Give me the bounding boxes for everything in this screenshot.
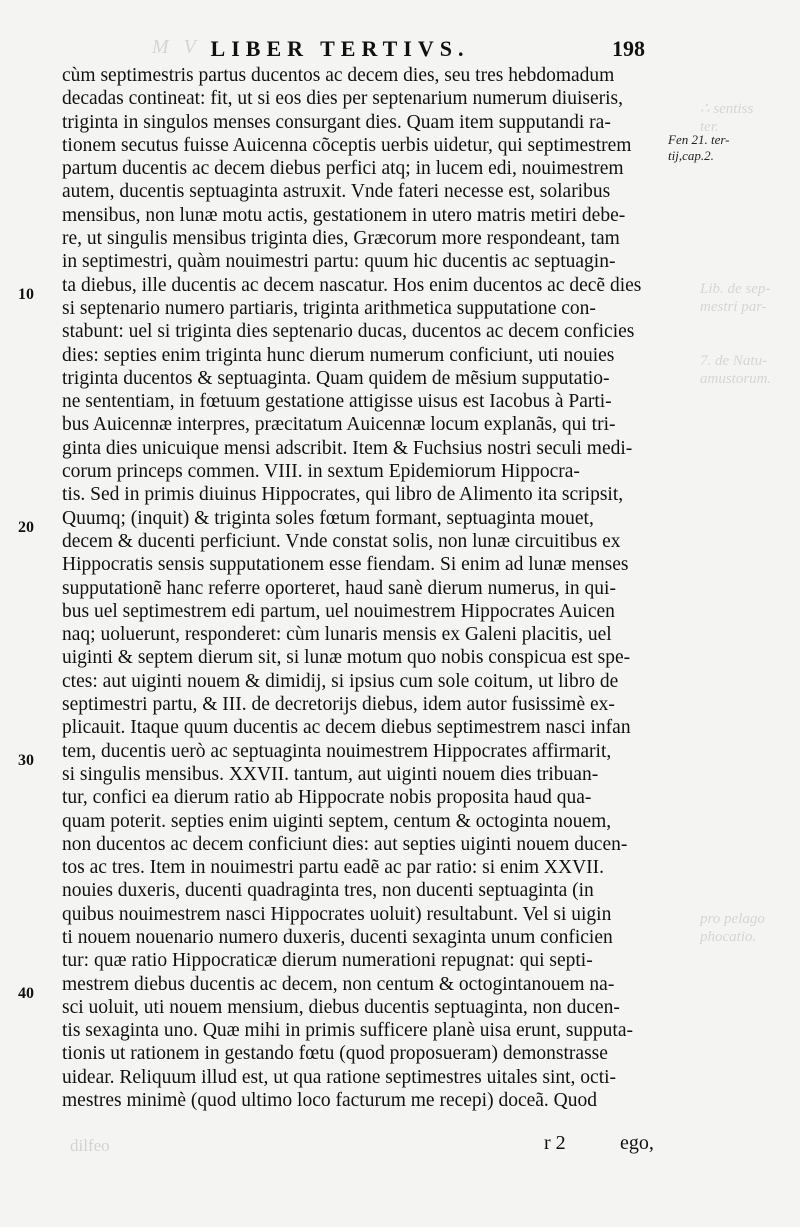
text-line: bus uel septimestrem edi partum, uel nouimestrem Hippocrates Auicen bbox=[62, 600, 615, 622]
text-line: plicauit. Itaque quum ducentis ac decem diebus septimestrem nasci infan bbox=[62, 717, 631, 739]
text-line: non ducentos ac decem conficiunt dies: aut septies uiginti nouem ducen- bbox=[62, 833, 628, 855]
text-line: in septimestri, quàm nouimestri partu: quum hic ducentis ac septuagin- bbox=[62, 251, 616, 273]
marginal-note bbox=[668, 132, 729, 164]
text-line: decadas contineat: fit, ut si eos dies per septenarium numerum diuiseris, bbox=[62, 88, 624, 110]
marginal-note-line: tij,cap.2. bbox=[668, 148, 714, 163]
page-number: 198 bbox=[612, 36, 645, 61]
text-line: mestrem diebus ducentis ac decem, non centum & octogintanouem na- bbox=[62, 973, 615, 995]
marginal-note-line: Fen 21. ter- bbox=[668, 132, 730, 147]
body-text bbox=[62, 64, 656, 1112]
line-number: 40 bbox=[18, 985, 34, 1002]
text-line: triginta ducentos & septuaginta. Quam quidem de mẽsium supputatio- bbox=[62, 367, 610, 389]
show-through-footer: dilfeo bbox=[70, 1136, 110, 1155]
text-line: ti nouem nouenario numero duxeris, ducenti sexaginta unum conficien bbox=[62, 926, 613, 948]
text-line: tos ac tres. Item in nouimestri partu eadẽ ac par ratio: si enim XXVII. bbox=[62, 857, 605, 879]
text-line: dies: septies enim triginta hunc dierum numerum conficiunt, uti nouies bbox=[62, 344, 615, 366]
text-line: triginta in singulos menses consurgant dies. Quam item supputandi ra- bbox=[62, 111, 611, 133]
text-line: si singulis mensibus. XXVII. tantum, aut uiginti nouem dies tribuan- bbox=[62, 763, 599, 785]
running-title: LIBER TERTIVS. bbox=[210, 36, 470, 61]
text-line: uiginti & septem dierum sit, si lunæ motum quo nobis conspicua est spe- bbox=[62, 647, 631, 669]
text-line: mestres minimè (quod ultimo loco facturum me recepi) doceã. Quod bbox=[62, 1090, 598, 1112]
text-line: partum ducentis ac decem diebus perfici atq; in lucem edi, nouimestrem bbox=[62, 158, 624, 180]
text-line: tionis ut rationem in gestando fœtu (quod proposueram) demonstrasse bbox=[62, 1043, 608, 1065]
signature-mark: r 2 bbox=[544, 1132, 566, 1154]
show-through-margin: ∴ sentiss ter. Lib. de sep- mestri par- 7. de Natu- amustorum. pro pelago phocatio. bbox=[700, 101, 772, 945]
text-line: nouies duxeris, ducenti quadraginta tres, non ducenti septuaginta (in bbox=[62, 880, 594, 902]
text-line: quam poterit. septies enim uiginti septem, centum & octoginta nouem, bbox=[62, 810, 612, 832]
text-line: stabunt: uel si triginta dies septenario ducas, ducentos ac decem conficies bbox=[62, 321, 635, 343]
text-line: Quumq; (inquit) & triginta soles fœtum formant, septuaginta mouet, bbox=[62, 507, 594, 529]
text-line: quibus nouimestrem nasci Hippocrates uoluit) resultabunt. Vel si uigin bbox=[62, 903, 612, 925]
line-number: 10 bbox=[18, 286, 34, 303]
text-line: ginta dies unicuique mensi adscribit. Item & Fuchsius nostri seculi medi- bbox=[62, 437, 633, 459]
text-line: mensibus, non lunæ motu actis, gestationem in utero matris metiri debe- bbox=[62, 204, 626, 226]
text-line: ctes: aut uiginti nouem & dimidij, si ipsius cum sole coitum, ut libro de bbox=[62, 670, 619, 692]
show-through-text: M V bbox=[152, 36, 201, 58]
text-line: autem, ducentis septuaginta astruxit. Vnde fateri necesse est, solaribus bbox=[62, 181, 611, 203]
text-line: tis. Sed in primis diuinus Hippocrates, qui libro de Alimento ita scripsit, bbox=[62, 484, 624, 506]
text-line: decem & ducenti perficiunt. Vnde constat solis, non lunæ circuitibus ex bbox=[62, 530, 621, 552]
text-line: tur, confici ea dierum ratio ab Hippocrate nobis proposita haud qua- bbox=[62, 787, 592, 809]
text-line: supputationẽ hanc referre oporteret, haud sanè dierum numerus, in qui- bbox=[62, 577, 616, 599]
text-line: re, ut singulis mensibus triginta dies, Græcorum more respondeant, tam bbox=[62, 228, 620, 250]
text-line: corum princeps commen. VIII. in sextum Epidemiorum Hippocra- bbox=[62, 461, 580, 483]
line-number: 30 bbox=[18, 752, 34, 769]
line-number: 20 bbox=[18, 519, 34, 536]
text-line: sci uoluit, uti nouem mensium, diebus ducentis septuaginta, non ducen- bbox=[62, 996, 620, 1018]
text-line: tis sexaginta uno. Quæ mihi in primis sufficere planè uisa erunt, supputa- bbox=[62, 1020, 633, 1042]
text-line: Hippocratis sensis supputationem esse fiendam. Si enim ad lunæ menses bbox=[62, 554, 629, 576]
catchword: ego, bbox=[620, 1132, 654, 1154]
text-line: bus Auicennæ interpres, præcitatum Auicennæ locum explanãs, qui tri- bbox=[62, 414, 616, 436]
text-line: tionem secutus fuisse Auicenna cõceptis uerbis uidetur, qui septimestrem bbox=[62, 134, 632, 156]
text-line: tem, ducentis uerò ac septuaginta nouimestrem Hippocrates affirmarit, bbox=[62, 740, 612, 762]
text-line: uidear. Reliquum illud est, ut qua ratione septimestres uitales sint, octi- bbox=[62, 1066, 617, 1088]
text-line: cùm septimestris partus ducentos ac decem dies, seu tres hebdomadum bbox=[62, 65, 615, 86]
text-line: ne sententiam, in fœtuum gestatione attigisse uisus est Iacobus à Parti- bbox=[62, 391, 612, 413]
text-line: naq; uoluerunt, responderet: cùm lunaris mensis ex Galeni placitis, uel bbox=[62, 624, 612, 646]
text-line: si septenario numero partiaris, triginta arithmetica supputatione con- bbox=[62, 297, 596, 319]
text-line: ta diebus, ille ducentis ac decem nascatur. Hos enim ducentos ac decẽ dies bbox=[62, 274, 642, 296]
text-line: tur: quæ ratio Hippocraticæ dierum numerationi repugnat: qui septi- bbox=[62, 950, 593, 972]
text-line: septimestri partu, & III. de decretorijs diebus, idem autor fusissimè ex- bbox=[62, 694, 615, 716]
